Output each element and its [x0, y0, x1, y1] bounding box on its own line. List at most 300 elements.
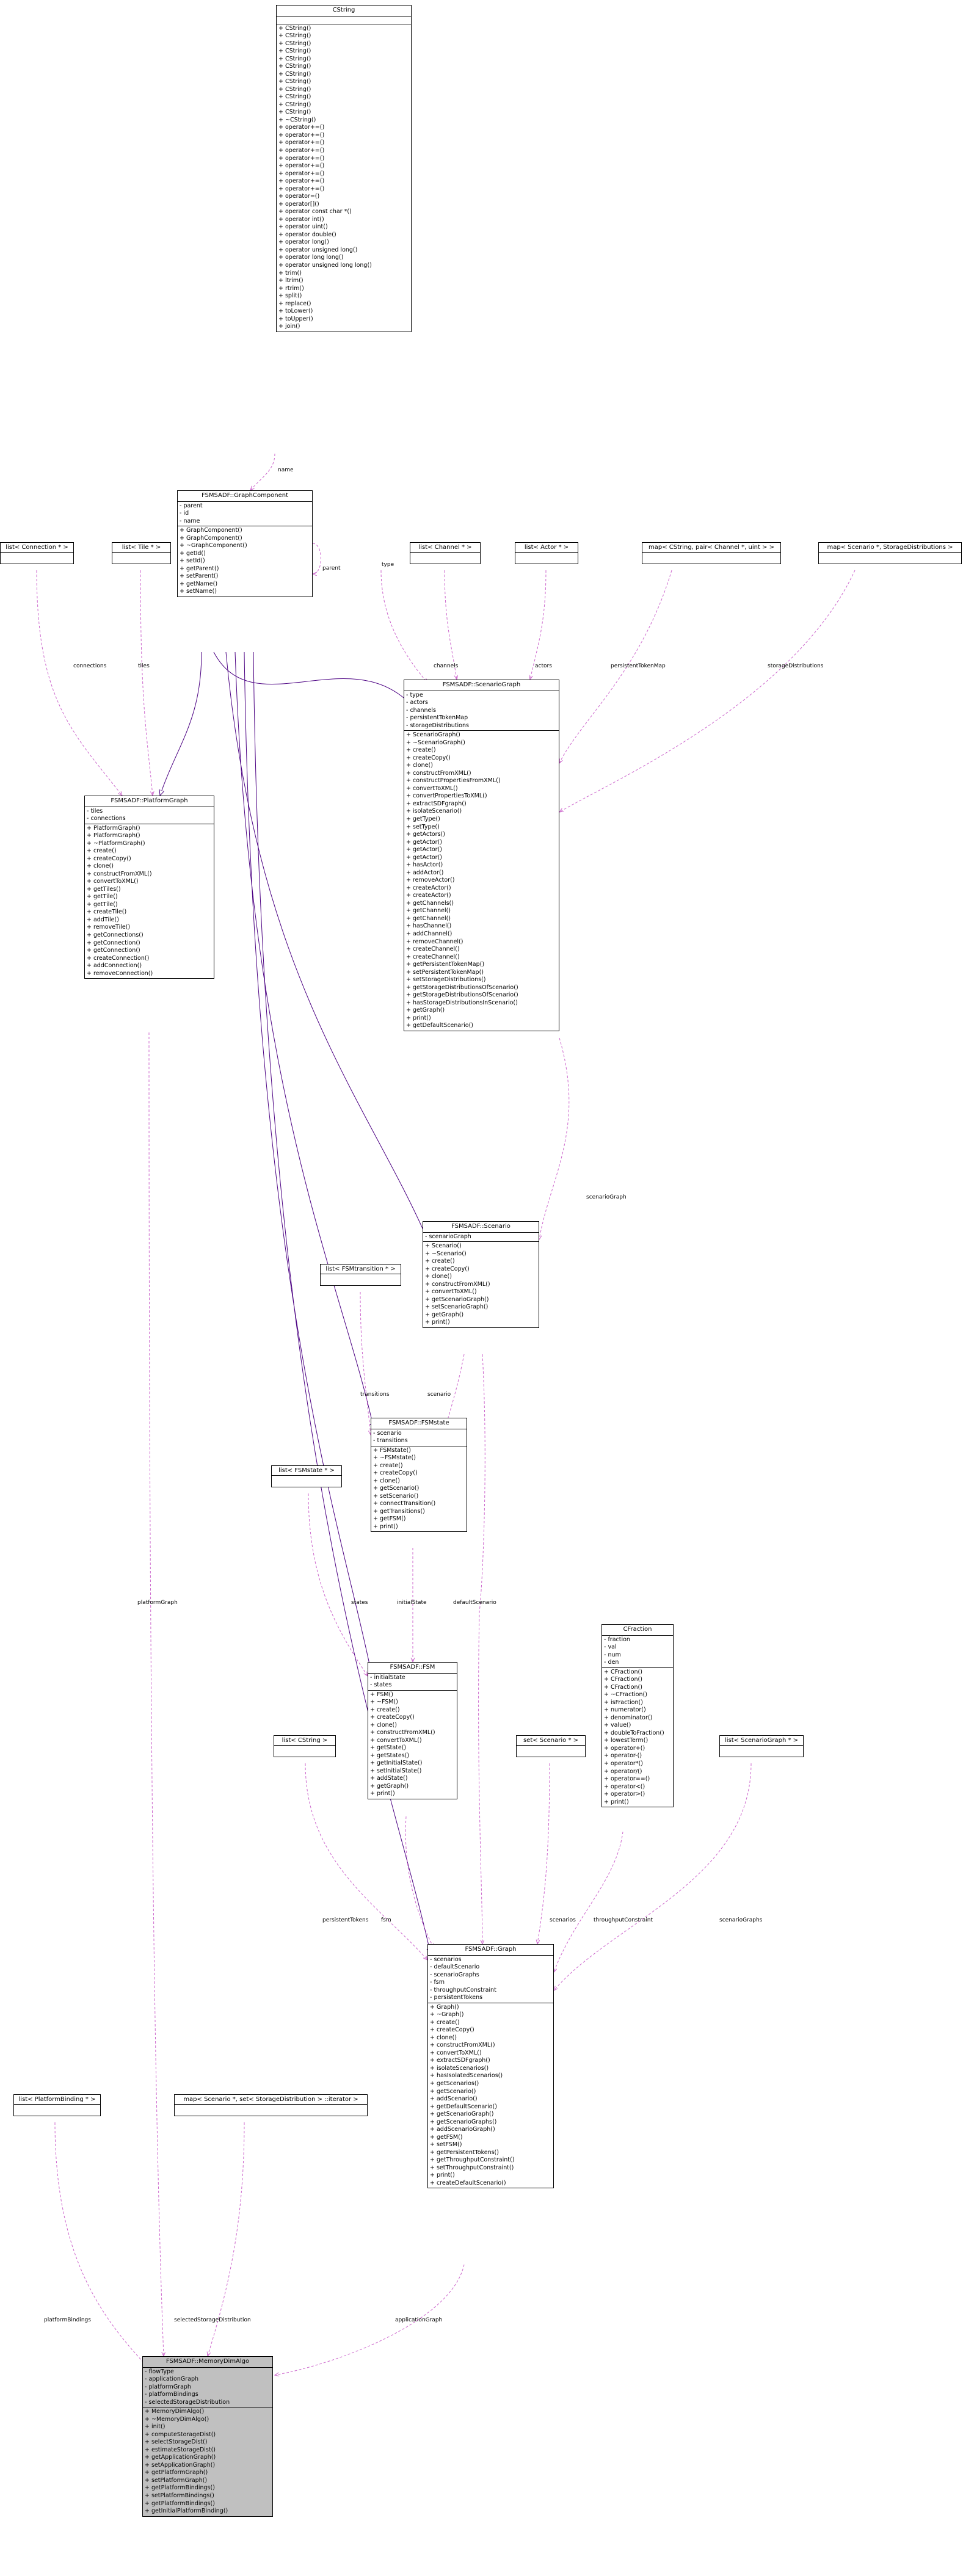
class-method: + MemoryDimAlgo()	[145, 2408, 205, 2415]
class-attribute: - scenarioGraph	[425, 1233, 471, 1240]
class-method: + setInitialState()	[370, 1767, 422, 1774]
class-method: + toLower()	[278, 308, 313, 315]
class-method: + operator[]()	[278, 200, 319, 208]
class-method: + operator uint()	[278, 223, 328, 231]
class-method: + getScenario()	[373, 1485, 420, 1492]
class-method: + estimateStorageDist()	[145, 2446, 216, 2453]
class-method: + operator*()	[604, 1760, 643, 1767]
type-node-body	[112, 553, 170, 564]
type-node-title: list< ScenarioGraph * >	[720, 1736, 803, 1746]
class-node-cfraction[interactable]	[601, 1624, 674, 1807]
class-method: + createCopy()	[425, 1265, 470, 1272]
class-attributes	[368, 1674, 457, 1691]
class-method: + hasIsolatedScenarios()	[430, 2072, 503, 2080]
class-attribute: - applicationGraph	[145, 2376, 198, 2383]
class-method: + CFraction()	[604, 1683, 642, 1691]
class-title: FSMSADF::Scenario	[423, 1222, 539, 1233]
class-method: + split()	[278, 292, 302, 300]
class-method: + constructFromXML()	[430, 2042, 495, 2049]
edge-label-states: states	[351, 1600, 368, 1606]
class-method: + operator+=()	[278, 185, 325, 192]
class-attribute: - initialState	[370, 1674, 405, 1681]
class-method: + getPlatformGraph()	[145, 2469, 208, 2476]
type-node-body	[1, 553, 73, 564]
class-method: + getScenarioGraph()	[425, 1296, 489, 1303]
class-method: + setScenarioGraph()	[425, 1304, 489, 1311]
class-method: + getChannels()	[406, 899, 454, 907]
class-method: + constructFromXML()	[406, 769, 471, 777]
class-attribute: - actors	[406, 699, 428, 706]
class-method: + CString()	[278, 55, 311, 62]
class-method: + removeTile()	[87, 924, 131, 931]
class-attributes	[85, 807, 214, 824]
class-method: + ~FSM()	[370, 1699, 398, 1706]
class-method: + convertToXML()	[406, 785, 458, 792]
class-method: + getTile()	[87, 901, 118, 908]
edge-label-connections: connections	[73, 663, 107, 669]
class-method: + init()	[145, 2423, 165, 2431]
class-method: + create()	[370, 1706, 400, 1713]
class-title: CString	[277, 5, 411, 16]
type-node-body	[517, 1746, 585, 1757]
class-method: + CFraction()	[604, 1668, 642, 1675]
class-method: + getScenarios()	[430, 2080, 479, 2087]
class-method: + ~CFraction()	[604, 1691, 647, 1699]
class-method: + getTransitions()	[373, 1508, 425, 1515]
class-method: + ~FSMstate()	[373, 1454, 416, 1462]
type-node-title: list< FSMtransition * >	[321, 1264, 401, 1274]
class-method: + print()	[425, 1319, 450, 1326]
class-method: + getGraph()	[425, 1311, 464, 1318]
class-method: + createCopy()	[370, 1714, 415, 1721]
class-title: FSMSADF::FSM	[368, 1663, 457, 1674]
type-node-map-scenario-storagedistribution-iterator[interactable]	[174, 2094, 368, 2116]
class-attribute: - persistentTokens	[430, 1994, 483, 2001]
class-method: + clone()	[370, 1721, 397, 1729]
class-method: + join()	[278, 323, 300, 330]
class-method: + PlatformGraph()	[87, 832, 140, 840]
class-method: + getName()	[180, 580, 218, 587]
class-methods	[428, 2003, 553, 2188]
class-method: + setType()	[406, 823, 440, 830]
class-attribute: - scenarioGraphs	[430, 1971, 479, 1978]
class-method: + getChannel()	[406, 915, 451, 922]
type-node-title: map< CString, pair< Channel *, uint > >	[642, 543, 780, 553]
class-method: + getPlatformBindings()	[145, 2484, 215, 2492]
edge-label-platformgraph: platformGraph	[137, 1600, 178, 1606]
class-method: + getActors()	[406, 831, 445, 838]
class-node-graphcomponent[interactable]	[177, 490, 313, 597]
edge-label-transitions: transitions	[360, 1391, 390, 1398]
class-method: + addActor()	[406, 869, 444, 876]
class-method: + ~CString()	[278, 116, 316, 123]
type-node-list-platformbinding[interactable]	[13, 2094, 101, 2116]
edge-label-defaultscenario: defaultScenario	[453, 1600, 496, 1606]
class-method: + getActor()	[406, 854, 442, 861]
class-node-cstring[interactable]	[276, 5, 412, 332]
type-node-map-cstring-pair-channel-uint[interactable]	[642, 542, 781, 564]
class-attribute: - tiles	[87, 807, 103, 815]
class-method: + ScenarioGraph()	[406, 731, 460, 739]
class-method: + convertPropertiesToXML()	[406, 793, 487, 800]
type-node-list-tile[interactable]	[112, 542, 171, 564]
type-node-body	[410, 553, 480, 564]
class-attribute: - parent	[180, 502, 203, 509]
edge-label-persistenttokens: persistentTokens	[322, 1917, 369, 1923]
class-methods	[178, 526, 312, 597]
type-node-title: list< PlatformBinding * >	[14, 2095, 100, 2105]
class-method: + doubleToFraction()	[604, 1729, 664, 1736]
class-method: + operator+=()	[278, 147, 325, 154]
class-node-platformgraph[interactable]	[84, 796, 214, 979]
class-method: + clone()	[425, 1273, 452, 1280]
class-attribute: - num	[604, 1651, 621, 1658]
class-attribute: - connections	[87, 815, 126, 822]
class-method: + createChannel()	[406, 953, 460, 960]
class-attribute: - den	[604, 1659, 619, 1666]
class-attributes	[143, 2368, 272, 2408]
class-method: + hasStorageDistributionsInScenario()	[406, 999, 518, 1006]
class-method: + ~PlatformGraph()	[87, 840, 145, 847]
class-node-scenario[interactable]	[423, 1221, 539, 1328]
type-node-set-scenario[interactable]	[516, 1735, 586, 1757]
class-method: + createCopy()	[430, 2026, 474, 2034]
class-method: + hasChannel()	[406, 923, 452, 930]
class-method: + connectTransition()	[373, 1500, 436, 1508]
class-method: + getStorageDistributionsOfScenario()	[406, 984, 518, 991]
class-method: + getParent()	[180, 565, 219, 572]
type-node-body	[819, 553, 961, 564]
class-method: + getState()	[370, 1744, 407, 1752]
class-method: + getFSM()	[430, 2133, 463, 2141]
class-method: + getTiles()	[87, 885, 121, 893]
class-method: + createCopy()	[87, 855, 131, 862]
edge-label-channels: channels	[434, 663, 459, 669]
class-method: + hasActor()	[406, 862, 443, 869]
class-method: + value()	[604, 1722, 631, 1729]
class-method: + rtrim()	[278, 285, 304, 292]
class-methods	[143, 2407, 272, 2516]
class-method: + getChannel()	[406, 907, 451, 915]
class-method: + operator long()	[278, 239, 329, 246]
edge-label-throughputconstraint: throughputConstraint	[594, 1917, 653, 1923]
type-node-title: list< Connection * >	[1, 543, 73, 553]
class-method: + getApplicationGraph()	[145, 2454, 216, 2461]
type-node-title: list< Actor * >	[515, 543, 578, 553]
class-method: + GraphComponent()	[180, 527, 242, 534]
type-node-list-connection[interactable]	[0, 542, 74, 564]
class-node-fsmstate[interactable]	[371, 1418, 467, 1532]
class-method: + setStorageDistributions()	[406, 976, 486, 984]
class-method: + create()	[373, 1462, 403, 1469]
class-method: + getStates()	[370, 1752, 410, 1759]
class-methods	[404, 731, 559, 1031]
class-methods	[371, 1446, 467, 1532]
class-method: + constructFromXML()	[370, 1729, 435, 1736]
class-method: + print()	[370, 1790, 395, 1798]
class-method: + setFSM()	[430, 2141, 462, 2149]
class-attribute: - flowType	[145, 2368, 174, 2375]
class-method: + addChannel()	[406, 930, 452, 937]
class-method: + getGraph()	[406, 1007, 445, 1014]
class-method: + create()	[425, 1258, 455, 1265]
class-methods	[602, 1668, 673, 1807]
type-node-body	[274, 1746, 335, 1757]
class-method: + ~MemoryDimAlgo()	[145, 2415, 209, 2423]
class-method: + operator+=()	[278, 139, 325, 147]
class-method: + getConnection()	[87, 947, 140, 954]
edge-label-initialstate: initialState	[397, 1600, 427, 1606]
class-method: + CString()	[278, 48, 311, 55]
class-method: + getConnections()	[87, 932, 144, 938]
class-method: + selectStorageDist()	[145, 2439, 208, 2446]
class-node-scenariograph[interactable]	[404, 680, 559, 1031]
class-method: + replace()	[278, 300, 311, 307]
class-method: + addConnection()	[87, 962, 142, 970]
class-method: + clone()	[373, 1477, 400, 1484]
type-node-list-channel[interactable]	[410, 542, 481, 564]
class-method: + constructFromXML()	[425, 1280, 490, 1288]
edge-label-scenariograph: scenarioGraph	[586, 1194, 627, 1200]
class-method: + createCopy()	[373, 1470, 418, 1477]
class-method: + setParent()	[180, 573, 219, 580]
class-attribute: - selectedStorageDistribution	[145, 2398, 230, 2406]
class-method: + CString()	[278, 70, 311, 78]
class-method: + CString()	[278, 93, 311, 101]
class-method: + operator>()	[604, 1791, 645, 1798]
class-attribute: - val	[604, 1644, 617, 1651]
class-method: + getScenarioGraphs()	[430, 2118, 497, 2125]
class-title: FSMSADF::PlatformGraph	[85, 796, 214, 807]
class-node-memorydimalgo[interactable]	[142, 2356, 273, 2517]
type-node-body	[321, 1274, 401, 1285]
edge-label-tiles: tiles	[138, 663, 150, 669]
type-node-title: list< Tile * >	[112, 543, 170, 553]
class-method: + createActor()	[406, 884, 451, 891]
class-method: + createChannel()	[406, 946, 460, 953]
class-method: + operator const char *()	[278, 208, 352, 216]
class-method: + getStorageDistributionsOfScenario()	[406, 992, 518, 999]
class-method: + CFraction()	[604, 1676, 642, 1683]
class-method: + createCopy()	[406, 754, 451, 761]
class-method: + CString()	[278, 109, 311, 116]
class-method: + operator unsigned long long()	[278, 261, 372, 269]
class-attribute: - name	[180, 517, 200, 524]
class-method: + setScenario()	[373, 1492, 419, 1500]
type-node-title: map< Scenario *, set< StorageDistribution > ::iterator >	[175, 2095, 367, 2105]
class-method: + CString()	[278, 40, 311, 47]
class-method: + createConnection()	[87, 954, 150, 962]
type-node-body	[720, 1746, 803, 1757]
class-method: + computeStorageDist()	[145, 2431, 216, 2438]
class-attribute: - type	[406, 691, 423, 698]
type-node-title: map< Scenario *, StorageDistributions >	[819, 543, 961, 553]
class-method: + isolateScenario()	[406, 808, 462, 815]
class-method: + operator+()	[604, 1744, 645, 1752]
class-method: + ~ScenarioGraph()	[406, 739, 465, 746]
class-node-graph[interactable]	[427, 1944, 554, 2188]
class-method: + addScenario()	[430, 2095, 478, 2103]
class-attributes	[602, 1636, 673, 1668]
edge-label-storagedistributions: storageDistributions	[768, 663, 824, 669]
class-methods	[85, 824, 214, 979]
class-title: FSMSADF::ScenarioGraph	[404, 680, 559, 691]
class-attribute: - persistentTokenMap	[406, 714, 468, 722]
class-attribute: - scenario	[373, 1429, 402, 1437]
class-method: + setPlatformBindings()	[145, 2492, 214, 2499]
type-node-body	[14, 2105, 100, 2116]
type-node-title: list< CString >	[274, 1736, 335, 1746]
edge-label-parent: parent	[322, 565, 341, 571]
class-method: + isFraction()	[604, 1699, 643, 1706]
class-method: + create()	[87, 847, 117, 855]
class-method: + createDefaultScenario()	[430, 2179, 506, 2186]
class-method: + isolateScenarios()	[430, 2064, 489, 2072]
class-attribute: - channels	[406, 706, 436, 714]
class-method: + PlatformGraph()	[87, 824, 140, 832]
class-method: + operator=()	[278, 193, 320, 200]
class-attribute: - transitions	[373, 1437, 408, 1445]
class-method: + createActor()	[406, 892, 451, 899]
class-method: + setPersistentTokenMap()	[406, 968, 484, 976]
class-method: + operator double()	[278, 231, 336, 238]
class-method: + getConnection()	[87, 939, 140, 946]
class-attributes	[428, 1956, 553, 2003]
edge-label-scenarios: scenarios	[550, 1917, 576, 1923]
class-method: + constructFromXML()	[87, 870, 152, 877]
class-methods	[368, 1691, 457, 1799]
class-method: + constructPropertiesFromXML()	[406, 777, 501, 785]
class-attribute: - storageDistributions	[406, 722, 469, 729]
class-attribute: - throughputConstraint	[430, 1986, 496, 1994]
class-method: + ~Scenario()	[425, 1250, 467, 1257]
class-method: + getActor()	[406, 838, 442, 846]
class-title: FSMSADF::FSMstate	[371, 1418, 467, 1429]
class-method: + FSMstate()	[373, 1446, 411, 1454]
class-method: + removeChannel()	[406, 938, 463, 945]
class-node-fsm[interactable]	[368, 1662, 457, 1799]
class-method: + operator+=()	[278, 170, 325, 177]
class-method: + addScenarioGraph()	[430, 2126, 495, 2133]
class-method: + FSM()	[370, 1691, 393, 1698]
type-node-body	[272, 1476, 341, 1487]
class-title: FSMSADF::MemoryDimAlgo	[143, 2357, 272, 2368]
edge-label-scenariographs: scenarioGraphs	[719, 1917, 763, 1923]
class-method: + getTile()	[87, 893, 118, 901]
class-method: + CString()	[278, 63, 311, 70]
class-attribute: - fsm	[430, 1979, 445, 1986]
class-method: + CString()	[278, 85, 311, 93]
type-node-body	[175, 2105, 367, 2116]
class-method: + extractSDFgraph()	[406, 800, 467, 807]
class-attributes	[423, 1233, 539, 1243]
edge-label-actors: actors	[535, 663, 552, 669]
class-method: + getType()	[406, 816, 440, 822]
class-method: + operator==()	[604, 1776, 650, 1783]
edge-label-type: type	[382, 562, 394, 568]
class-method: + create()	[430, 2019, 460, 2026]
class-attribute: - scenarios	[430, 1956, 462, 1963]
class-method: + extractSDFgraph()	[430, 2057, 490, 2064]
class-method: + clone()	[430, 2034, 457, 2041]
edge-label-selectedstoragedistribution: selectedStorageDistribution	[174, 2317, 251, 2323]
type-node-title: list< FSMstate * >	[272, 1466, 341, 1476]
class-method: + print()	[373, 1523, 398, 1530]
class-method: + getDefaultScenario()	[406, 1022, 474, 1029]
type-node-list-scenariograph[interactable]	[719, 1735, 804, 1757]
type-node-list-actor[interactable]	[515, 542, 578, 564]
class-method: + removeActor()	[406, 877, 455, 884]
class-attribute: - defaultScenario	[430, 1964, 480, 1971]
type-node-list-cstring[interactable]	[274, 1735, 336, 1757]
class-attributes	[178, 502, 312, 527]
class-method: + lowestTerm()	[604, 1737, 649, 1744]
class-method: + getScenarioGraph()	[430, 2111, 494, 2118]
class-method: + GraphComponent()	[180, 534, 242, 542]
class-attributes	[404, 691, 559, 731]
class-method: + getInitialState()	[370, 1760, 423, 1767]
class-method: + getThroughputConstraint()	[430, 2157, 515, 2164]
type-node-list-fsmstate[interactable]	[271, 1465, 342, 1487]
edge-label-fsm: fsm	[381, 1917, 391, 1923]
class-method: + clone()	[87, 863, 114, 870]
class-method: + operator<()	[604, 1783, 645, 1790]
class-method: + operator-()	[604, 1752, 642, 1760]
class-method: + addState()	[370, 1775, 408, 1782]
class-method: + CString()	[278, 101, 311, 108]
class-method: + setThroughputConstraint()	[430, 2164, 514, 2171]
class-method: + setApplicationGraph()	[145, 2461, 216, 2469]
class-method: + CString()	[278, 32, 311, 40]
class-method: + ltrim()	[278, 277, 303, 285]
edge-label-name: name	[278, 467, 294, 473]
class-method: + getPlatformBindings()	[145, 2500, 215, 2507]
class-methods	[423, 1242, 539, 1327]
edge-label-persistenttokenmap: persistentTokenMap	[611, 663, 666, 669]
type-node-list-fsmtransition[interactable]	[320, 1264, 401, 1286]
class-title: FSMSADF::Graph	[428, 1945, 553, 1956]
class-method: + operator+=()	[278, 131, 325, 139]
type-node-map-scenario-storagedistributions[interactable]	[818, 542, 962, 564]
class-method: + getDefaultScenario()	[430, 2103, 498, 2110]
class-method: + getGraph()	[370, 1782, 409, 1790]
edge-label-applicationgraph: applicationGraph	[395, 2317, 443, 2323]
class-method: + print()	[406, 1014, 431, 1021]
class-method: + clone()	[406, 762, 433, 769]
class-title: FSMSADF::GraphComponent	[178, 491, 312, 502]
class-method: + print()	[604, 1798, 629, 1805]
class-method: + getActor()	[406, 846, 442, 854]
class-method: + operator+=()	[278, 178, 325, 185]
class-method: + convertToXML()	[87, 878, 139, 885]
class-methods	[277, 24, 411, 332]
class-attributes	[277, 16, 411, 24]
class-method: + getPersistentTokenMap()	[406, 961, 485, 968]
class-attribute: - id	[180, 510, 189, 517]
class-method: + numerator()	[604, 1707, 646, 1714]
class-method: + getId()	[180, 550, 206, 557]
class-method: + operator long long()	[278, 254, 344, 261]
class-method: + CString()	[278, 78, 311, 85]
class-attribute: - platformBindings	[145, 2391, 198, 2398]
type-node-body	[515, 553, 578, 564]
class-attribute: - fraction	[604, 1636, 630, 1643]
class-method: + operator/()	[604, 1768, 642, 1775]
class-method: + ~GraphComponent()	[180, 542, 247, 550]
class-attribute: - states	[370, 1682, 392, 1689]
class-attributes	[371, 1429, 467, 1446]
class-method: + convertToXML()	[430, 2049, 482, 2056]
